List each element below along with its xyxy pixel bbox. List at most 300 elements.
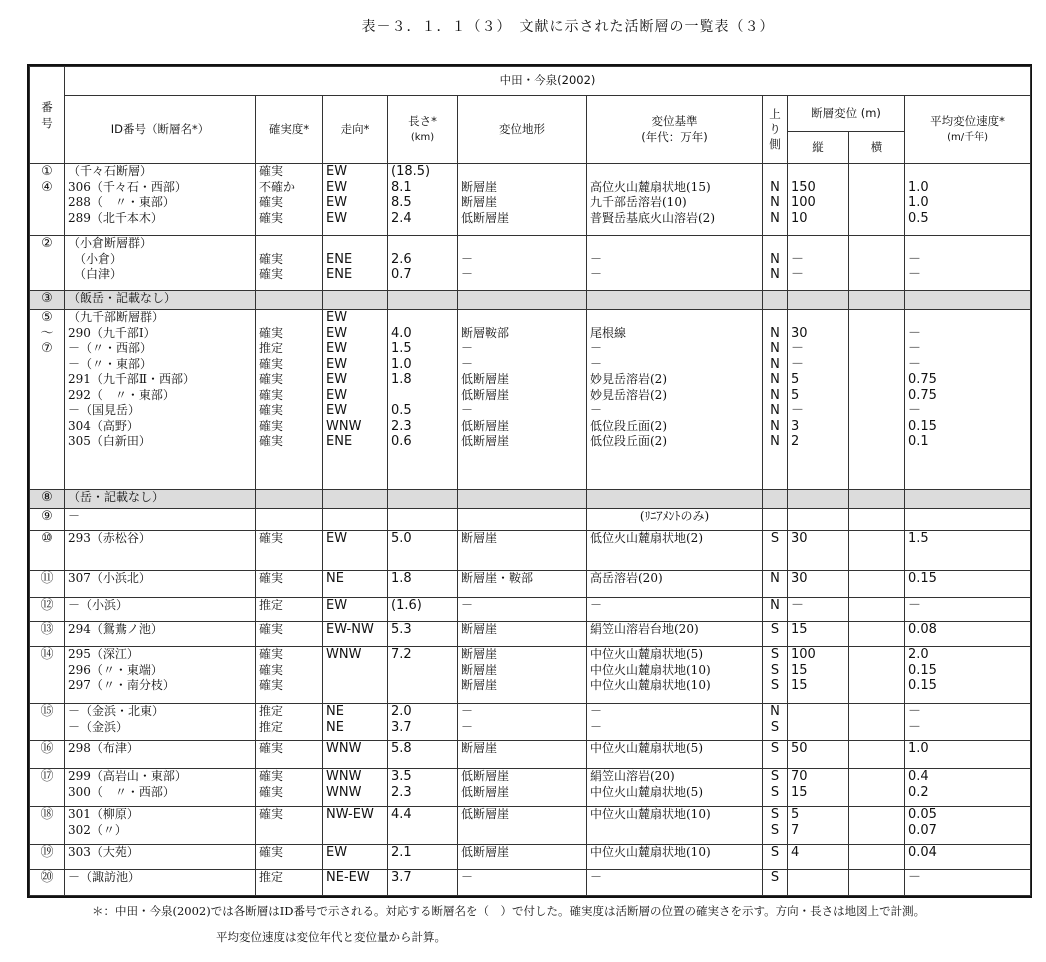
cell-soko bbox=[323, 704, 388, 741]
cell-kakujitsu-lines bbox=[259, 870, 319, 886]
cell-no-lines bbox=[33, 807, 61, 823]
cell-soko bbox=[323, 164, 388, 236]
cell-yoko-line bbox=[852, 704, 901, 720]
cell-tate-lines bbox=[791, 741, 845, 757]
cell-sokudo bbox=[905, 870, 1031, 896]
cell-agarigawa bbox=[763, 769, 788, 807]
cell-tate-line: 150 bbox=[791, 179, 816, 195]
cell-no-line: ⑤ bbox=[41, 310, 53, 325]
table-row bbox=[30, 845, 1031, 870]
cell-kakujitsu-line bbox=[259, 310, 319, 326]
cell-id-lines bbox=[68, 741, 252, 757]
cell-agarigawa-lines bbox=[766, 704, 784, 735]
cell-id-lines bbox=[68, 291, 252, 307]
cell-nagasa-lines bbox=[391, 598, 454, 614]
cell-tate-line: － bbox=[791, 403, 805, 418]
cell-heni-chikei-line: 断層鞍部 bbox=[461, 325, 510, 340]
cell-tate-line: － bbox=[791, 598, 805, 613]
cell-kakujitsu-line: 確実 bbox=[259, 387, 284, 402]
cell-kakujitsu-line: 確実 bbox=[259, 164, 284, 178]
cell-agarigawa-line: S bbox=[770, 678, 780, 693]
cell-tate bbox=[788, 571, 849, 598]
cell-heni-kijun bbox=[587, 509, 763, 531]
cell-soko-line: EW bbox=[326, 387, 348, 403]
cell-tate-line: 10 bbox=[791, 210, 808, 226]
cell-id-line: －（諏訪池） bbox=[68, 870, 141, 884]
cell-kakujitsu-line: 確実 bbox=[259, 418, 284, 433]
cell-kakujitsu-lines bbox=[259, 236, 319, 283]
cell-kakujitsu-line: 推定 bbox=[259, 598, 284, 612]
cell-kakujitsu bbox=[256, 571, 323, 598]
cell-heni-chikei bbox=[458, 571, 587, 598]
cell-heni-kijun-line: 絹笠山溶岩(20) bbox=[590, 769, 675, 783]
cell-sokudo-line: － bbox=[908, 719, 922, 735]
cell-heni-kijun bbox=[587, 741, 763, 769]
cell-heni-chikei-line: 低断層崖 bbox=[461, 387, 510, 402]
cell-nagasa-line: 0.7 bbox=[391, 267, 412, 282]
cell-agarigawa-line: N bbox=[770, 210, 780, 226]
cell-nagasa-line: 5.8 bbox=[391, 741, 412, 756]
cell-sokudo-lines bbox=[908, 622, 1027, 638]
cell-yoko bbox=[849, 622, 905, 647]
table-row bbox=[30, 647, 1031, 704]
cell-nagasa-lines bbox=[391, 769, 454, 800]
cell-nagasa-lines bbox=[391, 622, 454, 638]
cell-soko-line: EW bbox=[326, 356, 348, 372]
cell-sokudo-line: 0.07 bbox=[908, 822, 937, 838]
cell-soko bbox=[323, 807, 388, 845]
cell-no-lines bbox=[33, 598, 61, 614]
cell-heni-chikei-line: 断層崖 bbox=[461, 662, 498, 677]
cell-soko-line: EW bbox=[326, 845, 348, 860]
cell-agarigawa-line: S bbox=[770, 845, 780, 860]
cell-tate-line: 15 bbox=[791, 622, 808, 637]
cell-soko-line: EW bbox=[326, 164, 348, 179]
cell-agarigawa-line: S bbox=[770, 719, 780, 735]
cell-soko-line: EW bbox=[326, 179, 348, 195]
cell-tate-lines bbox=[791, 164, 845, 226]
cell-kakujitsu bbox=[256, 807, 323, 845]
cell-soko-line: NE bbox=[326, 571, 344, 586]
cell-heni-chikei bbox=[458, 598, 587, 622]
table-row bbox=[30, 870, 1031, 896]
cell-agarigawa-line: N bbox=[770, 571, 780, 586]
cell-id bbox=[65, 310, 256, 490]
cell-id bbox=[65, 769, 256, 807]
cell-nagasa bbox=[388, 870, 458, 896]
cell-id-lines bbox=[68, 236, 252, 283]
cell-agarigawa-line: N bbox=[770, 403, 780, 418]
cell-id-line: 303（大苑） bbox=[68, 845, 139, 859]
cell-heni-kijun-line: 高位火山麓扇状地(15) bbox=[590, 179, 711, 194]
cell-no-line: ⑰ bbox=[40, 769, 54, 784]
cell-id-line: 298（布津） bbox=[68, 741, 139, 755]
cell-heni-chikei bbox=[458, 845, 587, 870]
cell-soko-lines bbox=[326, 531, 384, 547]
cell-tate bbox=[788, 531, 849, 571]
cell-kakujitsu bbox=[256, 845, 323, 870]
cell-heni-kijun-lines bbox=[590, 531, 759, 547]
cell-heni-chikei bbox=[458, 807, 587, 845]
cell-heni-chikei bbox=[458, 769, 587, 807]
cell-no bbox=[30, 164, 65, 236]
cell-no-line: ⑬ bbox=[40, 622, 54, 637]
cell-heni-kijun-line: － bbox=[590, 251, 603, 266]
cell-nagasa-line: 3.7 bbox=[391, 870, 412, 885]
cell-heni-kijun-lines bbox=[590, 845, 759, 861]
cell-soko-line: WNW bbox=[326, 418, 362, 434]
cell-no-line: ⑮ bbox=[40, 704, 54, 719]
cell-soko-line: NE bbox=[326, 719, 344, 735]
cell-agarigawa-lines bbox=[766, 291, 784, 307]
cell-no-line: ④ bbox=[41, 179, 53, 195]
cell-heni-kijun-line: － bbox=[590, 870, 603, 884]
cell-sokudo-line bbox=[908, 164, 1027, 180]
cell-sokudo-line: 0.75 bbox=[908, 387, 937, 403]
cell-tate bbox=[788, 845, 849, 870]
cell-sokudo-line bbox=[908, 291, 1027, 307]
cell-sokudo bbox=[905, 490, 1031, 509]
header-nagasa-unit: (km) bbox=[410, 131, 435, 143]
cell-tate bbox=[788, 741, 849, 769]
cell-id-line: 305（白新田） bbox=[68, 434, 151, 448]
cell-heni-kijun-line: 中位火山麓扇状地(10) bbox=[590, 662, 711, 677]
cell-no-lines bbox=[33, 704, 61, 720]
cell-heni-chikei bbox=[458, 704, 587, 741]
cell-nagasa-line: 0.6 bbox=[391, 434, 412, 449]
cell-agarigawa-lines bbox=[766, 509, 784, 525]
cell-agarigawa bbox=[763, 164, 788, 236]
cell-yoko-line bbox=[852, 490, 901, 506]
cell-sokudo-line: 2.0 bbox=[908, 647, 929, 662]
cell-no bbox=[30, 291, 65, 310]
cell-yoko bbox=[849, 571, 905, 598]
cell-tate-line bbox=[791, 310, 845, 326]
cell-agarigawa bbox=[763, 598, 788, 622]
cell-agarigawa-lines bbox=[766, 769, 784, 800]
cell-kakujitsu-line: 確実 bbox=[259, 210, 284, 225]
cell-heni-kijun bbox=[587, 571, 763, 598]
cell-kakujitsu bbox=[256, 164, 323, 236]
cell-sokudo-line: 0.04 bbox=[908, 845, 937, 860]
header-agarigawa bbox=[763, 96, 788, 164]
cell-heni-chikei-lines bbox=[461, 598, 583, 614]
cell-soko-line: ENE bbox=[326, 434, 353, 449]
cell-no bbox=[30, 741, 65, 769]
cell-no-line: ② bbox=[41, 236, 53, 251]
cell-agarigawa-line: N bbox=[770, 195, 780, 210]
cell-yoko-lines bbox=[852, 236, 901, 252]
cell-tate-lines bbox=[791, 704, 845, 720]
cell-sokudo bbox=[905, 164, 1031, 236]
cell-heni-kijun-lines bbox=[590, 490, 759, 506]
cell-nagasa-line: 1.0 bbox=[391, 356, 412, 372]
cell-heni-chikei-line bbox=[461, 509, 583, 525]
cell-kakujitsu-line: 確実 bbox=[259, 325, 284, 340]
cell-heni-chikei-lines bbox=[461, 807, 583, 823]
cell-sokudo-lines bbox=[908, 870, 1027, 886]
table-row bbox=[30, 490, 1031, 509]
cell-id-line: 289（北千本木） bbox=[68, 210, 163, 225]
cell-sokudo bbox=[905, 741, 1031, 769]
cell-yoko-lines bbox=[852, 291, 901, 307]
table-row bbox=[30, 310, 1031, 490]
cell-soko-lines bbox=[326, 164, 384, 226]
cell-nagasa-lines bbox=[391, 571, 454, 587]
cell-id-line: 291（九千部Ⅱ・西部） bbox=[68, 372, 196, 386]
table-row bbox=[30, 291, 1031, 310]
cell-sokudo-line bbox=[908, 236, 1027, 252]
header-agarigawa-text: 上り側 bbox=[769, 107, 781, 151]
table-row bbox=[30, 236, 1031, 291]
cell-id bbox=[65, 571, 256, 598]
cell-heni-chikei-line: 断層崖 bbox=[461, 647, 498, 661]
cell-nagasa-lines bbox=[391, 741, 454, 757]
cell-id-line: 290（九千部Ⅰ） bbox=[68, 325, 156, 340]
cell-soko-line: EW bbox=[326, 372, 348, 387]
cell-heni-kijun-lines bbox=[590, 807, 759, 823]
cell-yoko-lines bbox=[852, 622, 901, 638]
cell-heni-kijun-line bbox=[590, 164, 759, 180]
cell-nagasa-line: 2.3 bbox=[391, 418, 412, 434]
cell-sokudo-line bbox=[908, 490, 1027, 506]
cell-kakujitsu-lines bbox=[259, 598, 319, 614]
cell-heni-kijun-lines bbox=[590, 870, 759, 886]
cell-id bbox=[65, 531, 256, 571]
cell-soko-line: EW bbox=[326, 195, 348, 210]
cell-heni-kijun-lines bbox=[590, 598, 759, 614]
cell-agarigawa bbox=[763, 509, 788, 531]
cell-heni-chikei bbox=[458, 622, 587, 647]
cell-yoko-line bbox=[852, 291, 901, 307]
cell-soko-lines bbox=[326, 236, 384, 283]
cell-agarigawa-line: N bbox=[770, 372, 780, 387]
cell-nagasa-line: 1.5 bbox=[391, 341, 412, 356]
cell-heni-chikei-lines bbox=[461, 310, 583, 450]
cell-id-lines bbox=[68, 598, 252, 614]
cell-yoko bbox=[849, 647, 905, 704]
cell-agarigawa-line: N bbox=[770, 434, 780, 449]
cell-no-lines bbox=[33, 647, 61, 663]
cell-heni-chikei-line: － bbox=[461, 356, 474, 371]
cell-no-lines bbox=[33, 291, 61, 307]
cell-soko-line: WNW bbox=[326, 769, 362, 784]
cell-tate-lines bbox=[791, 769, 845, 800]
cell-yoko bbox=[849, 741, 905, 769]
cell-id-line: （小倉断層群） bbox=[68, 236, 153, 250]
cell-no bbox=[30, 310, 65, 490]
cell-id-line: （岳・記載なし） bbox=[68, 490, 165, 504]
cell-heni-kijun-line: － bbox=[590, 719, 603, 734]
cell-soko-lines bbox=[326, 622, 384, 638]
cell-sokudo-lines bbox=[908, 741, 1027, 757]
footnote-line-2: 平均変位速度は変位年代と変位量から計算。 bbox=[216, 930, 446, 944]
cell-heni-chikei-lines bbox=[461, 845, 583, 861]
cell-soko bbox=[323, 531, 388, 571]
cell-yoko bbox=[849, 531, 905, 571]
cell-tate-line bbox=[791, 509, 845, 525]
cell-heni-kijun-line: 中位火山麓扇状地(10) bbox=[590, 678, 711, 692]
cell-nagasa-lines bbox=[391, 236, 454, 283]
cell-heni-kijun-lines bbox=[590, 571, 759, 587]
cell-heni-chikei-line: － bbox=[461, 267, 474, 281]
cell-nagasa-lines bbox=[391, 807, 454, 823]
cell-tate bbox=[788, 769, 849, 807]
cell-sokudo-line: 0.15 bbox=[908, 662, 937, 678]
cell-kakujitsu bbox=[256, 598, 323, 622]
cell-kakujitsu-lines bbox=[259, 310, 319, 450]
cell-heni-kijun-line: 妙見岳溶岩(2) bbox=[590, 372, 667, 386]
cell-heni-kijun-lines bbox=[590, 769, 759, 800]
cell-sokudo-line: － bbox=[908, 598, 922, 613]
cell-nagasa-line bbox=[391, 236, 454, 252]
header-heni-kijun-label: 変位基準 bbox=[651, 114, 698, 128]
cell-nagasa-lines bbox=[391, 531, 454, 547]
cell-kakujitsu-line: 確実 bbox=[259, 434, 284, 448]
cell-kakujitsu-line bbox=[259, 490, 319, 506]
cell-heni-kijun bbox=[587, 622, 763, 647]
cell-kakujitsu-lines bbox=[259, 647, 319, 694]
cell-heni-kijun-lines bbox=[590, 310, 759, 450]
cell-heni-chikei bbox=[458, 164, 587, 236]
cell-heni-chikei bbox=[458, 509, 587, 531]
cell-sokudo-line: 0.1 bbox=[908, 434, 929, 449]
cell-no-lines bbox=[33, 310, 61, 357]
cell-agarigawa-lines bbox=[766, 531, 784, 547]
cell-yoko-line bbox=[852, 531, 901, 547]
cell-heni-kijun-line: － bbox=[590, 267, 603, 281]
cell-no bbox=[30, 845, 65, 870]
cell-soko-line bbox=[326, 291, 384, 307]
cell-id-lines bbox=[68, 310, 252, 450]
table-row bbox=[30, 769, 1031, 807]
cell-yoko-lines bbox=[852, 769, 901, 785]
cell-heni-chikei-line: － bbox=[461, 251, 474, 266]
cell-nagasa-lines bbox=[391, 509, 454, 525]
cell-tate-lines bbox=[791, 490, 845, 506]
cell-tate-lines bbox=[791, 531, 845, 547]
cell-no-line: ⑫ bbox=[40, 598, 54, 613]
cell-yoko-lines bbox=[852, 807, 901, 823]
cell-heni-kijun-line: － bbox=[590, 341, 603, 355]
cell-soko-line: NE bbox=[326, 704, 344, 719]
cell-id-line: 288（ 〃・東部） bbox=[68, 195, 175, 209]
cell-tate-line bbox=[791, 870, 845, 886]
cell-id-line: －（〃・西部） bbox=[68, 341, 153, 355]
cell-heni-chikei bbox=[458, 291, 587, 310]
cell-tate-line: 15 bbox=[791, 662, 808, 678]
cell-yoko-lines bbox=[852, 704, 901, 720]
cell-heni-chikei-lines bbox=[461, 164, 583, 226]
cell-soko-lines bbox=[326, 509, 384, 525]
cell-sokudo-line: 0.4 bbox=[908, 769, 929, 784]
cell-id-line: －（金浜・北東） bbox=[68, 704, 165, 718]
cell-kakujitsu-line: 確実 bbox=[259, 571, 284, 585]
cell-no-line: ⑲ bbox=[40, 845, 54, 860]
cell-no-lines bbox=[33, 571, 61, 587]
cell-kakujitsu-lines bbox=[259, 769, 319, 800]
cell-tate-line: 5 bbox=[791, 807, 800, 822]
cell-heni-chikei-line: 断層崖・鞍部 bbox=[461, 571, 534, 585]
fault-table-body bbox=[30, 164, 1031, 896]
cell-kakujitsu-line: 確実 bbox=[259, 845, 284, 859]
cell-kakujitsu-line bbox=[259, 509, 319, 525]
cell-heni-chikei bbox=[458, 310, 587, 490]
cell-nagasa bbox=[388, 741, 458, 769]
cell-nagasa bbox=[388, 310, 458, 490]
header-sokudo-unit: (m/千年) bbox=[947, 131, 988, 143]
cell-heni-chikei-line: 低断層崖 bbox=[461, 769, 510, 783]
cell-soko-lines bbox=[326, 490, 384, 506]
cell-heni-kijun bbox=[587, 769, 763, 807]
cell-id bbox=[65, 509, 256, 531]
cell-no-line: ① bbox=[41, 164, 53, 179]
cell-heni-kijun-line: 低位火山麓扇状地(2) bbox=[590, 531, 703, 545]
cell-heni-kijun bbox=[587, 531, 763, 571]
cell-heni-kijun-line: 中位火山麓扇状地(10) bbox=[590, 845, 711, 859]
cell-sokudo-lines bbox=[908, 291, 1027, 307]
cell-no bbox=[30, 647, 65, 704]
cell-id-lines bbox=[68, 164, 252, 226]
cell-soko-lines bbox=[326, 310, 384, 450]
cell-sokudo-line: － bbox=[908, 356, 922, 372]
cell-sokudo-lines bbox=[908, 845, 1027, 861]
cell-sokudo-lines bbox=[908, 807, 1027, 838]
cell-heni-chikei-lines bbox=[461, 870, 583, 886]
cell-id-lines bbox=[68, 531, 252, 547]
cell-nagasa bbox=[388, 845, 458, 870]
cell-yoko-line bbox=[852, 845, 901, 861]
cell-yoko-lines bbox=[852, 509, 901, 525]
cell-nagasa bbox=[388, 647, 458, 704]
cell-kakujitsu bbox=[256, 509, 323, 531]
cell-soko bbox=[323, 769, 388, 807]
cell-kakujitsu bbox=[256, 647, 323, 704]
cell-kakujitsu-line: 確実 bbox=[259, 403, 284, 417]
cell-kakujitsu bbox=[256, 769, 323, 807]
cell-agarigawa-lines bbox=[766, 236, 784, 283]
cell-nagasa bbox=[388, 622, 458, 647]
cell-sokudo-lines bbox=[908, 647, 1027, 694]
cell-id-line: －（〃・東部） bbox=[68, 356, 153, 371]
header-bango bbox=[30, 67, 65, 164]
cell-agarigawa-line: S bbox=[770, 870, 780, 885]
cell-no bbox=[30, 622, 65, 647]
cell-nagasa-line: 2.6 bbox=[391, 251, 412, 267]
cell-kakujitsu bbox=[256, 531, 323, 571]
cell-nagasa-lines bbox=[391, 647, 454, 663]
cell-heni-kijun-line: 絹笠山溶岩台地(20) bbox=[590, 622, 699, 636]
cell-heni-kijun-line: 中位火山麓扇状地(5) bbox=[590, 784, 703, 799]
cell-kakujitsu-lines bbox=[259, 291, 319, 307]
cell-kakujitsu-line: 確実 bbox=[259, 678, 284, 692]
cell-heni-kijun-lines bbox=[590, 164, 759, 226]
cell-heni-kijun-lines bbox=[590, 509, 759, 525]
cell-no-line: ③ bbox=[41, 291, 53, 306]
cell-nagasa-line bbox=[391, 291, 454, 307]
cell-heni-kijun bbox=[587, 490, 763, 509]
cell-tate-lines bbox=[791, 598, 845, 614]
cell-nagasa-lines bbox=[391, 490, 454, 506]
cell-nagasa bbox=[388, 531, 458, 571]
cell-soko-lines bbox=[326, 769, 384, 800]
cell-yoko bbox=[849, 807, 905, 845]
cell-tate-line: 4 bbox=[791, 845, 800, 860]
cell-no-line: ⑳ bbox=[40, 870, 54, 885]
cell-agarigawa bbox=[763, 741, 788, 769]
cell-agarigawa-lines bbox=[766, 164, 784, 226]
cell-heni-chikei-lines bbox=[461, 769, 583, 800]
